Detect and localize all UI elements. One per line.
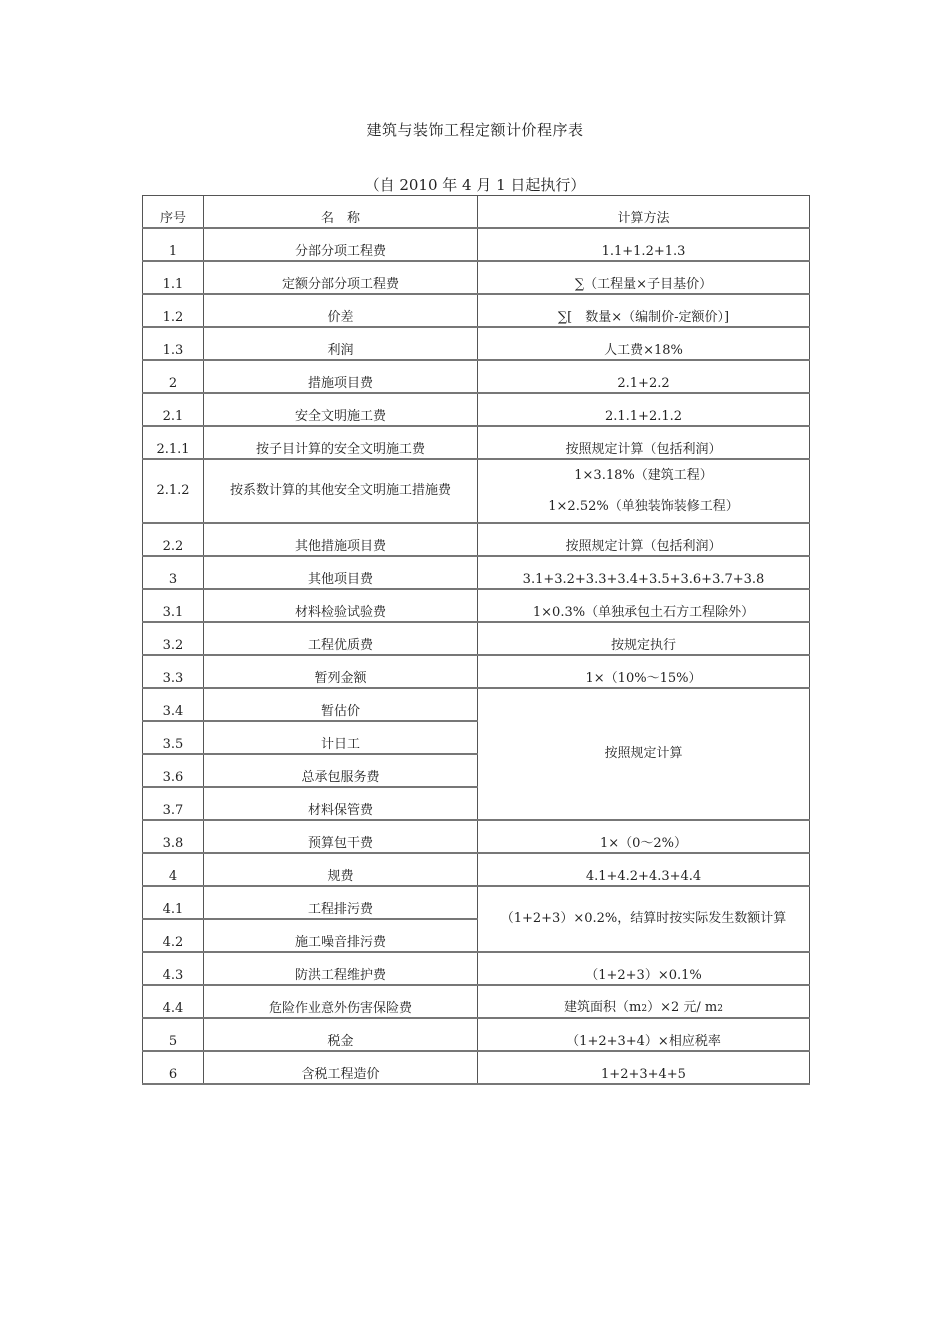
row-name: 总承包服务费 — [204, 754, 478, 787]
table-row — [143, 327, 810, 360]
row-seq: 4.1 — [143, 886, 204, 919]
table-row — [143, 1018, 810, 1051]
row-seq: 6 — [143, 1051, 204, 1084]
row-name: 材料检验试验费 — [204, 589, 478, 622]
row-method: 1.1+1.2+1.3 — [478, 228, 810, 261]
document-subtitle: （自 2010 年 4 月 1 日起执行） — [364, 176, 586, 194]
unit-superscript: 2 — [717, 1004, 723, 1014]
row-seq: 2.1.1 — [143, 426, 204, 459]
pricing-procedure-table — [142, 195, 810, 1085]
table-row — [143, 426, 810, 459]
row-seq: 4.2 — [143, 919, 204, 952]
table-row — [143, 261, 810, 294]
row-seq: 2.1 — [143, 393, 204, 426]
row-name: 暂列金额 — [204, 655, 478, 688]
row-name: 利润 — [204, 327, 478, 360]
row-method: 按照规定计算（包括利润） — [478, 426, 810, 459]
row-name: 预算包干费 — [204, 820, 478, 853]
row-name: 价差 — [204, 294, 478, 327]
table-row — [143, 820, 810, 853]
row-method: 按照规定计算（包括利润） — [478, 523, 810, 556]
table-row — [143, 655, 810, 688]
header-seq: 序号 — [143, 196, 204, 229]
row-seq: 3.2 — [143, 622, 204, 655]
row-name: 其他项目费 — [204, 556, 478, 589]
row-seq: 4.4 — [143, 985, 204, 1018]
row-name: 按子目计算的安全文明施工费 — [204, 426, 478, 459]
row-method-text: 建筑面积（m — [564, 1000, 642, 1015]
table-row — [143, 360, 810, 393]
row-seq: 1.1 — [143, 261, 204, 294]
row-seq: 4 — [143, 853, 204, 886]
row-name: 规费 — [204, 853, 478, 886]
row-name: 材料保管费 — [204, 787, 478, 820]
table-row — [143, 294, 810, 327]
row-seq: 3.8 — [143, 820, 204, 853]
row-method: 3.1+3.2+3.3+3.4+3.5+3.6+3.7+3.8 — [478, 556, 810, 589]
row-method — [478, 459, 810, 523]
row-method: 2.1.1+2.1.2 — [478, 393, 810, 426]
row-method: 人工费×18% — [478, 327, 810, 360]
header-name: 名 称 — [204, 196, 478, 229]
document-title: 建筑与装饰工程定额计价程序表 — [366, 121, 584, 139]
table-row — [143, 393, 810, 426]
row-method: 1×（10%～15%） — [478, 655, 810, 688]
row-name: 税金 — [204, 1018, 478, 1051]
row-name: 施工噪音排污费 — [204, 919, 478, 952]
row-seq: 3.6 — [143, 754, 204, 787]
row-name: 含税工程造价 — [204, 1051, 478, 1084]
row-method: ∑（工程量×子目基价） — [478, 261, 810, 294]
table-row — [143, 228, 810, 261]
row-method-text-mid: ）×2 元/ m — [647, 1000, 718, 1015]
row-name: 危险作业意外伤害保险费 — [204, 985, 478, 1018]
row-seq: 3.5 — [143, 721, 204, 754]
table-header-row — [143, 196, 810, 229]
row-name: 工程优质费 — [204, 622, 478, 655]
row-seq: 2.2 — [143, 523, 204, 556]
row-method-merged: （1+2+3）×0.2%，结算时按实际发生数额计算 — [478, 886, 810, 952]
row-name: 防洪工程维护费 — [204, 952, 478, 985]
row-method: 1+2+3+4+5 — [478, 1051, 810, 1084]
table-row — [143, 459, 810, 523]
row-name: 其他措施项目费 — [204, 523, 478, 556]
row-method: 1×0.3%（单独承包土石方工程除外） — [478, 589, 810, 622]
row-seq: 1.2 — [143, 294, 204, 327]
row-seq: 3.7 — [143, 787, 204, 820]
row-name: 安全文明施工费 — [204, 393, 478, 426]
row-seq: 3.3 — [143, 655, 204, 688]
row-name: 定额分部分项工程费 — [204, 261, 478, 294]
row-method: 1×（0～2%） — [478, 820, 810, 853]
row-seq: 5 — [143, 1018, 204, 1051]
table-row — [143, 589, 810, 622]
row-method: 2.1+2.2 — [478, 360, 810, 393]
table-row — [143, 523, 810, 556]
row-name: 措施项目费 — [204, 360, 478, 393]
row-seq: 1.3 — [143, 327, 204, 360]
row-method — [478, 985, 810, 1018]
row-seq: 4.3 — [143, 952, 204, 985]
header-method: 计算方法 — [478, 196, 810, 229]
row-method-line-2: 1×2.52%（单独装饰装修工程） — [548, 499, 739, 514]
row-method: ∑[ 数量×（编制价-定额价）] — [478, 294, 810, 327]
row-method: 按规定执行 — [478, 622, 810, 655]
row-name: 分部分项工程费 — [204, 228, 478, 261]
row-name: 暂估价 — [204, 688, 478, 721]
row-name: 按系数计算的其他安全文明施工措施费 — [204, 459, 478, 523]
table-row — [143, 556, 810, 589]
row-method: 4.1+4.2+4.3+4.4 — [478, 853, 810, 886]
unit-superscript: 2 — [641, 1004, 648, 1014]
table-row — [143, 688, 810, 721]
row-seq: 3.1 — [143, 589, 204, 622]
row-method: （1+2+3）×0.1% — [478, 952, 810, 985]
table-row — [143, 622, 810, 655]
row-method-line-1: 1×3.18%（建筑工程） — [574, 468, 713, 483]
table-row — [143, 1051, 810, 1084]
row-seq: 3.4 — [143, 688, 204, 721]
row-method: （1+2+3+4）×相应税率 — [478, 1018, 810, 1051]
row-method-merged: 按照规定计算 — [478, 688, 810, 820]
table-row — [143, 853, 810, 886]
table-row — [143, 952, 810, 985]
row-seq: 1 — [143, 228, 204, 261]
table-row — [143, 985, 810, 1018]
table-row — [143, 886, 810, 919]
row-seq: 2 — [143, 360, 204, 393]
row-name: 工程排污费 — [204, 886, 478, 919]
row-seq: 3 — [143, 556, 204, 589]
row-seq: 2.1.2 — [143, 459, 204, 523]
row-name: 计日工 — [204, 721, 478, 754]
